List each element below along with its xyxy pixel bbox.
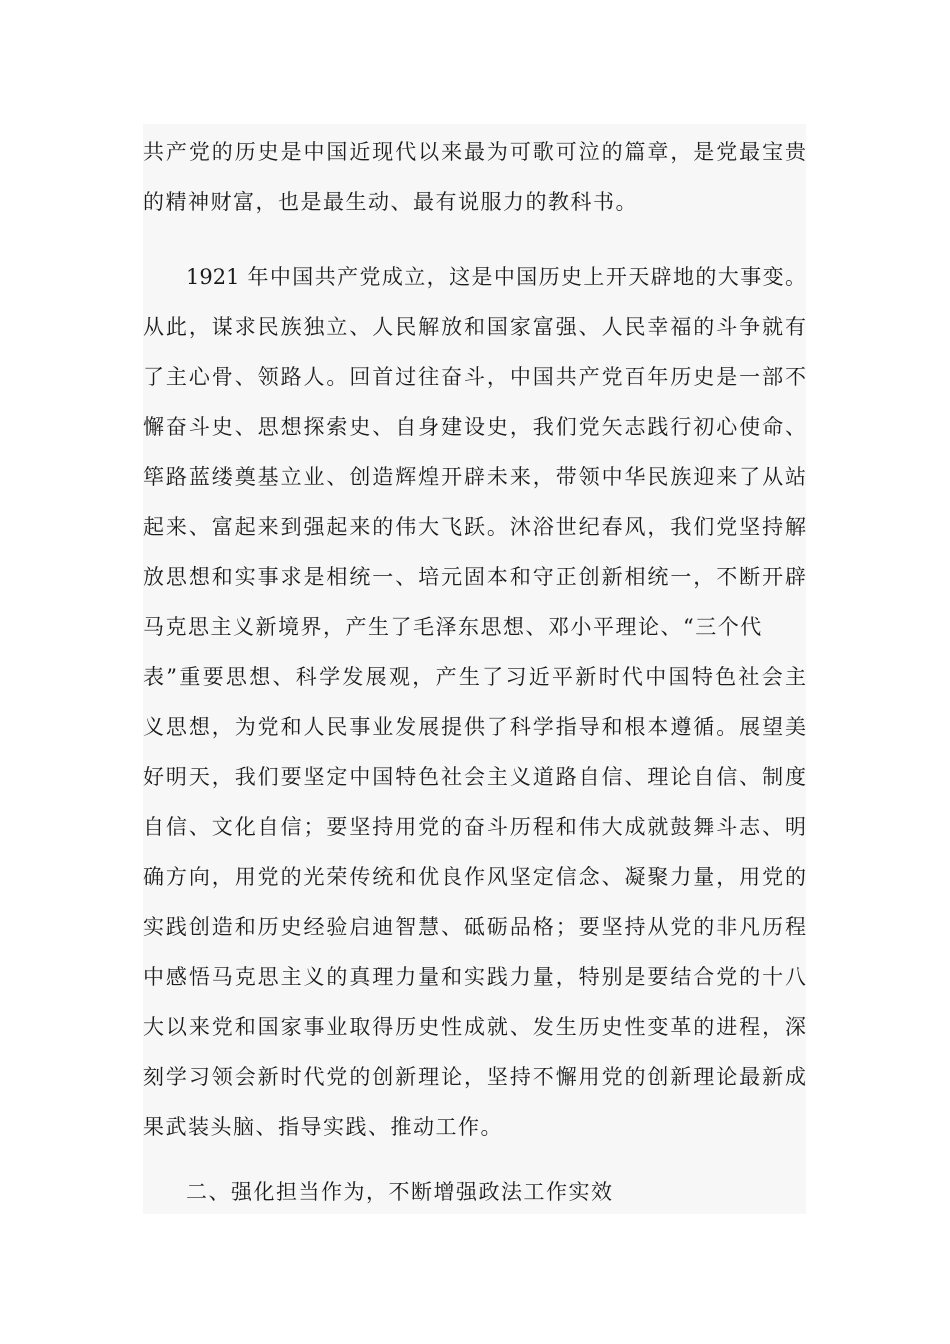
text-line: 大以来党和国家事业取得历史性成就、发生历史性变革的进程，深	[143, 1015, 806, 1039]
text-line: 果武装头脑、指导实践、推动工作。	[143, 1115, 503, 1139]
text-line: 的精神财富，也是最生动、最有说服力的教科书。	[143, 190, 638, 214]
text-line: 刻学习领会新时代党的创新理论，坚持不懈用党的创新理论最新成	[143, 1065, 806, 1089]
text-line: 实践创造和历史经验启迪智慧、砥砺品格；要坚持从党的非凡历程	[143, 915, 806, 939]
document-text-block	[143, 124, 806, 1214]
text-line: 中感悟马克思主义的真理力量和实践力量，特别是要结合党的十八	[143, 965, 806, 989]
section-heading: 二、强化担当作为，不断增强政法工作实效	[186, 1180, 614, 1204]
text-line: 义思想，为党和人民事业发展提供了科学指导和根本遵循。展望美	[143, 715, 806, 739]
text-line: 好明天，我们要坚定中国特色社会主义道路自信、理论自信、制度	[143, 765, 806, 789]
text-line: 马克思主义新境界，产生了毛泽东思想、邓小平理论、“三个代	[143, 615, 763, 639]
text-line: 懈奋斗史、思想探索史、自身建设史，我们党矢志践行初心使命、	[143, 415, 806, 439]
text-line: 表”重要思想、科学发展观，产生了习近平新时代中国特色社会主	[143, 665, 806, 689]
text-line: 筚路蓝缕奠基立业、创造辉煌开辟未来，带领中华民族迎来了从站	[143, 465, 806, 489]
text-line: 1921 年中国共产党成立，这是中国历史上开天辟地的大事变。	[186, 265, 806, 289]
text-line: 起来、富起来到强起来的伟大飞跃。沐浴世纪春风，我们党坚持解	[143, 515, 806, 539]
text-line: 共产党的历史是中国近现代以来最为可歌可泣的篇章，是党最宝贵	[143, 140, 806, 164]
text-line: 了主心骨、领路人。回首过往奋斗，中国共产党百年历史是一部不	[143, 365, 806, 389]
text-line: 自信、文化自信；要坚持用党的奋斗历程和伟大成就鼓舞斗志、明	[143, 815, 806, 839]
text-line: 从此，谋求民族独立、人民解放和国家富强、人民幸福的斗争就有	[143, 315, 806, 339]
text-line: 放思想和实事求是相统一、培元固本和守正创新相统一，不断开辟	[143, 565, 806, 589]
text-line: 确方向，用党的光荣传统和优良作风坚定信念、凝聚力量，用党的	[143, 865, 806, 889]
